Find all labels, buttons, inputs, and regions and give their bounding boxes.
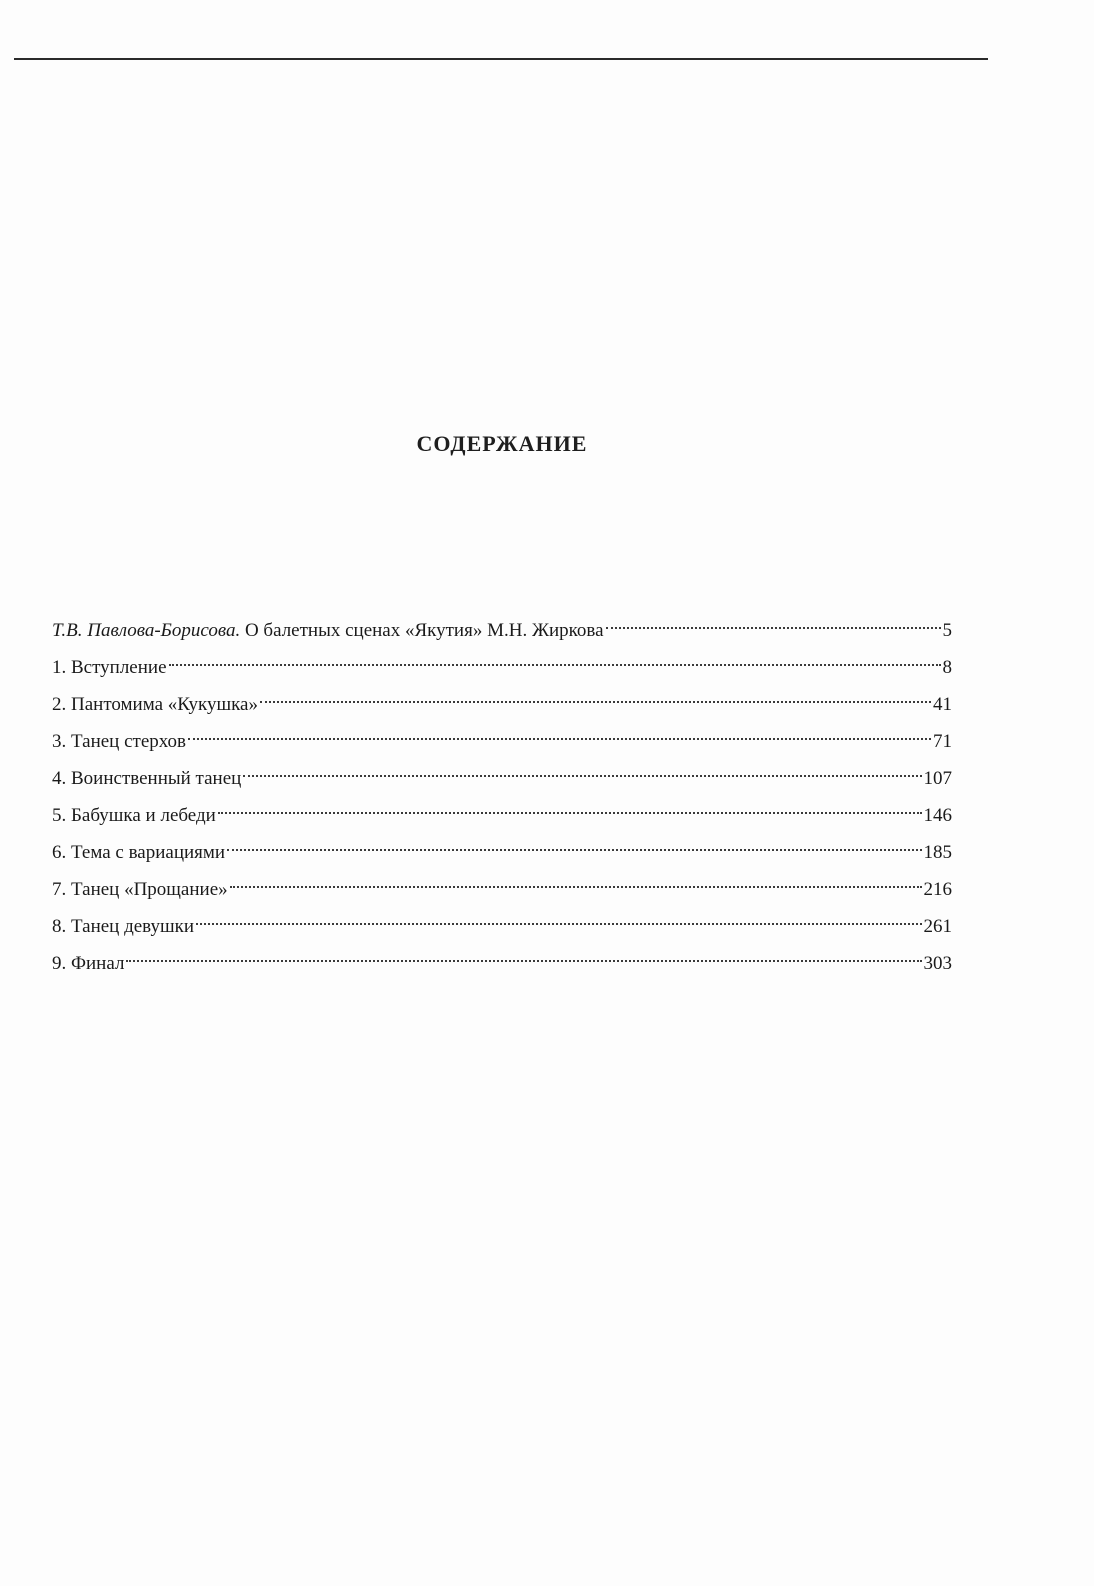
table-of-contents	[52, 608, 952, 978]
toc-entry	[52, 719, 952, 756]
toc-leader-dots	[260, 682, 931, 710]
toc-leader-dots	[188, 719, 931, 747]
toc-entry-text: О балетных сценах «Якутия» М.Н. Жиркова	[240, 620, 604, 641]
toc-entry-page: 107	[923, 768, 952, 789]
toc-entry-label: 4. Воинственный танец	[52, 768, 242, 789]
toc-entry-page: 216	[923, 879, 952, 900]
toc-entry	[52, 904, 952, 941]
toc-leader-dots	[218, 793, 922, 821]
toc-entry	[52, 645, 952, 682]
page-title: СОДЕРЖАНИЕ	[416, 431, 588, 456]
toc-entry-author: Т.В. Павлова-Борисова.	[52, 620, 241, 641]
toc-entry-label: 3. Танец стерхов	[52, 731, 187, 752]
toc-entry-page: 146	[923, 805, 952, 826]
toc-entry-label: 9. Финал	[52, 953, 125, 974]
toc-entry-label	[52, 617, 604, 645]
toc-entry	[52, 867, 952, 904]
toc-entry	[52, 793, 952, 830]
toc-leader-dots	[606, 608, 941, 636]
toc-entry-page: 8	[942, 657, 952, 678]
toc-entry	[52, 682, 952, 719]
toc-leader-dots	[169, 645, 941, 673]
toc-leader-dots	[230, 867, 922, 895]
toc-leader-dots	[243, 756, 921, 784]
toc-entry-label: 5. Бабушка и лебеди	[52, 805, 216, 826]
toc-entry	[52, 830, 952, 867]
toc-entry-label: 2. Пантомима «Кукушка»	[52, 694, 258, 715]
toc-entry-label: 8. Танец девушки	[52, 916, 195, 937]
toc-entry-page: 41	[933, 694, 952, 715]
toc-leader-dots	[126, 941, 921, 969]
toc-entry-label: 6. Тема с вариациями	[52, 842, 226, 863]
top-rule	[14, 58, 988, 60]
toc-entry-label: 1. Вступление	[52, 657, 167, 678]
toc-entry	[52, 756, 952, 793]
toc-leader-dots	[227, 830, 921, 858]
toc-entry	[52, 941, 952, 978]
toc-entry-page: 71	[933, 731, 952, 752]
toc-entry-page: 261	[923, 916, 952, 937]
toc-entry-page: 5	[942, 620, 952, 641]
toc-entry-label: 7. Танец «Прощание»	[52, 879, 228, 900]
toc-entry-intro	[52, 608, 952, 645]
toc-entry-page: 185	[923, 842, 952, 863]
toc-entry-page: 303	[923, 953, 952, 974]
toc-leader-dots	[196, 904, 921, 932]
